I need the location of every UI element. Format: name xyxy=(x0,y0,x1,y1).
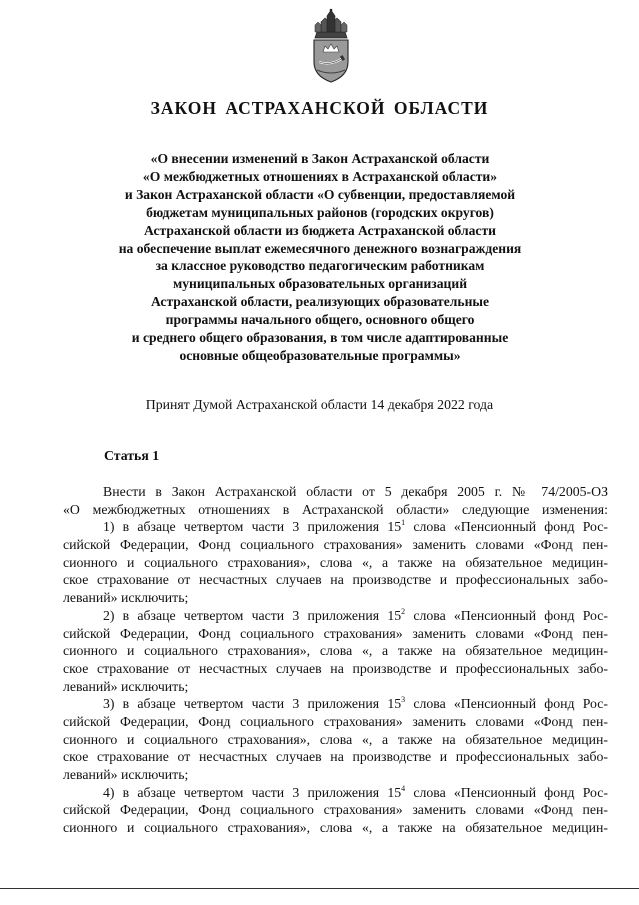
heading-line: бюджетам муниципальных районов (городских округов) xyxy=(146,204,494,220)
list-item-line: сийской Федерации, Фонд социального страхования» заменить словами «Фонд пен- xyxy=(63,713,608,729)
item-text: слова «Пенсионный фонд Рос- xyxy=(405,607,608,623)
adoption-date-line: Принят Думой Астраханской области 14 декабря 2022 года xyxy=(145,397,494,412)
list-item-first-line xyxy=(63,607,608,625)
list-item-line: сионного и социального страхования», слова «, а также на обязательное медицин- xyxy=(63,554,608,570)
heading-line: и Закон Астраханской области «О субвенции, предоставляемой xyxy=(124,186,516,202)
heading-line: за классное руководство педагогическим работникам xyxy=(155,258,485,274)
law-title: ЗАКОН АСТРАХАНСКОЙ ОБЛАСТИ xyxy=(150,98,489,118)
heading-line: муниципальных образовательных организаций xyxy=(172,276,468,292)
heading-line: и среднего общего образования, в том числе адаптированные xyxy=(131,330,509,346)
heading-line: «О внесении изменений в Закон Астраханской области xyxy=(150,151,490,166)
law-heading xyxy=(60,150,580,365)
item-text: 2) в абзаце четвертом части 3 приложения 15 xyxy=(103,607,402,623)
superscript: 2 xyxy=(401,606,406,616)
item-text: 3) в абзаце четвертом части 3 приложения 15 xyxy=(103,696,402,712)
intro-line: «О межбюджетных отношениях в Астраханской области» следующие изменения: xyxy=(63,501,608,517)
intro-line: Внести в Закон Астраханской области от 5 декабря 2005 г. № 74/2005-ОЗ xyxy=(103,484,608,499)
superscript: 3 xyxy=(401,695,406,705)
superscript: 4 xyxy=(401,783,406,793)
article-body xyxy=(63,483,608,837)
heading-line: на обеспечение выплат ежемесячного денежного вознаграждения xyxy=(118,240,522,256)
list-item-line: ское страхование от несчастных случаев на производстве и профессиональных забо- xyxy=(63,572,608,588)
heading-line: «О межбюджетных отношениях в Астраханской области» xyxy=(142,168,498,184)
list-item-first-line xyxy=(63,784,608,802)
list-item-line: ское страхование от несчастных случаев на производстве и профессиональных забо- xyxy=(63,660,608,676)
list-item-line: сионного и социального страхования», слова «, а также на обязательное медицин- xyxy=(63,731,608,747)
page-bottom-rule xyxy=(0,888,639,889)
list-item-line: ское страхование от несчастных случаев на производстве и профессиональных забо- xyxy=(63,749,608,765)
list-item-line: сийской Федерации, Фонд социального страхования» заменить словами «Фонд пен- xyxy=(63,537,608,553)
list-item-first-line xyxy=(63,518,608,536)
item-text: 4) в абзаце четвертом части 3 приложения 15 xyxy=(103,784,402,800)
list-item-line: сионного и социального страхования», слова «, а также на обязательное медицин- xyxy=(63,643,608,659)
list-item-line: леваний» исключить; xyxy=(63,590,189,606)
item-text: слова «Пенсионный фонд Рос- xyxy=(405,519,608,535)
item-text: 1) в абзаце четвертом части 3 приложения 15 xyxy=(103,519,402,535)
superscript: 1 xyxy=(401,518,406,528)
list-item-line: сийской Федерации, Фонд социального страхования» заменить словами «Фонд пен- xyxy=(63,802,608,818)
heading-line: основные общеобразовательные программы» xyxy=(179,347,461,363)
list-item-line: сионного и социального страхования», слова «, а также на обязательное медицин- xyxy=(63,820,608,836)
heading-line: Астраханской области, реализующих образовательные xyxy=(150,294,490,310)
article-title: Статья 1 xyxy=(104,448,160,463)
item-text: слова «Пенсионный фонд Рос- xyxy=(405,784,608,800)
list-item-line: леваний» исключить; xyxy=(63,678,189,694)
list-item-line: леваний» исключить; xyxy=(63,767,189,782)
heading-line: Астраханской области из бюджета Астраханской области xyxy=(144,222,496,238)
item-text: слова «Пенсионный фонд Рос- xyxy=(405,696,608,712)
astrakhan-coat-of-arms-icon xyxy=(299,8,363,88)
list-item-line: сийской Федерации, Фонд социального страхования» заменить словами «Фонд пен- xyxy=(63,625,608,641)
heading-line: программы начального общего, основного общего xyxy=(165,312,475,328)
list-item-first-line xyxy=(63,695,608,713)
